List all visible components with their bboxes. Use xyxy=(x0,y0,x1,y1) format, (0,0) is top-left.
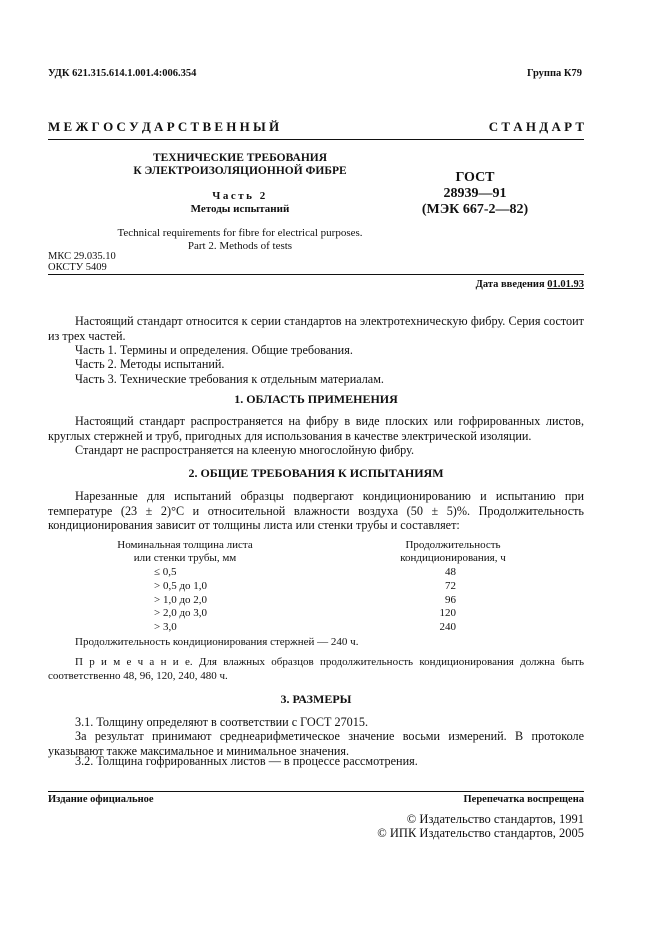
part-number: Часть 2 xyxy=(212,190,268,202)
table-row: 72 xyxy=(445,579,456,592)
banner-standard: С Т А Н Д А Р Т xyxy=(488,119,584,134)
copyright-1991: © Издательство стандартов, 1991 xyxy=(406,812,584,826)
table-header-thickness-line-2: или стенки трубы, мм xyxy=(133,552,237,564)
intro-part2: Часть 2. Методы испытаний. xyxy=(75,357,225,371)
gost-number: 28939—91 xyxy=(443,186,507,201)
intro-part1: Часть 1. Термины и определения. Общие требования. xyxy=(75,343,353,357)
section-1-heading: 1. ОБЛАСТЬ ПРИМЕНЕНИЯ xyxy=(234,392,398,406)
official-edition: Издание официальное xyxy=(48,794,154,805)
section-2-heading: 2. ОБЩИЕ ТРЕБОВАНИЯ К ИСПЫТАНИЯМ xyxy=(188,466,444,480)
intro-part3: Часть 3. Технические требования к отдельным материалам. xyxy=(75,372,384,386)
table-header-duration xyxy=(378,539,528,565)
classification-codes xyxy=(48,251,116,273)
title-line-1: ТЕХНИЧЕСКИЕ ТРЕБОВАНИЯ xyxy=(152,152,328,164)
table-header-thickness-line-1: Номинальная толщина листа xyxy=(117,539,253,551)
gost-designation xyxy=(410,170,540,218)
table-header-thickness xyxy=(110,539,260,565)
part-block xyxy=(95,190,385,216)
note-text: Для влажных образцов продолжительность кондиционирования должна быть соответственно 48, 96, 120, 240, 480 ч. xyxy=(48,656,584,682)
table-row: > 2,0 до 3,0 xyxy=(154,607,208,620)
section-1-paragraph-2: Стандарт не распространяется на клееную многослойную фибру. xyxy=(75,443,414,457)
table-header-duration-line-2: кондиционирования, ч xyxy=(400,552,506,564)
section-3-paragraph-2: За результат принимают среднеарифметическое значение восьми измерений. В протоколе указывают также максимальное и минимальное значения. xyxy=(48,729,584,758)
section-3-paragraph-3: 3.2. Толщина гофрированных листов — в процессе рассмотрения. xyxy=(75,754,418,768)
rods-duration: Продолжительность кондиционирования стержней — 240 ч. xyxy=(75,636,359,648)
table-row: > 1,0 до 2,0 xyxy=(154,593,208,606)
intro-paragraph: Настоящий стандарт относится к серии стандартов на электротехническую фибру. Серия состоит из трех частей. xyxy=(48,314,584,343)
section-3-paragraph-1: 3.1. Толщину определяют в соответствии с ГОСТ 27015. xyxy=(75,715,369,729)
banner-interstate: М Е Ж Г О С У Д А Р С Т В Е Н Н Ы Й xyxy=(48,119,280,134)
reprint-prohibited: Перепечатка воспрещена xyxy=(463,794,584,805)
mks-code: МКС 29.035.10 xyxy=(48,251,116,262)
table-row: > 3,0 xyxy=(154,621,177,634)
table-hours-column xyxy=(428,566,456,635)
note-label: П р и м е ч а н и е. xyxy=(75,656,193,668)
table-row: 240 xyxy=(439,621,456,634)
okstu-code: ОКСТУ 5409 xyxy=(48,262,107,273)
english-title-line-2: Part 2. Methods of tests xyxy=(187,240,293,252)
part-name: Методы испытаний xyxy=(190,203,290,215)
table-header-duration-line-1: Продолжительность xyxy=(405,539,501,551)
note xyxy=(48,656,584,683)
udk-code: УДК 621.315.614.1.001.4:006.354 xyxy=(48,68,197,79)
iec-number: (МЭК 667-2—82) xyxy=(421,202,529,217)
title-rule xyxy=(48,274,584,275)
section-2-paragraph-1: Нарезанные для испытаний образцы подвергают кондиционированию и испытанию при температуре (23 ± 2)°С и относительной влажности воздуха (50 ± 5)%. Продолжительность кондиционирования зависит от толщины листа или стенки трубы и составляет: xyxy=(48,489,584,533)
section-1-paragraph-1: Настоящий стандарт распространяется на фибру в виде плоских или гофрированных листов, круглых стержней и труб, пригодных для использования в качестве электрической изоляции. xyxy=(48,414,584,443)
english-title xyxy=(95,227,385,253)
footer-rule xyxy=(48,791,584,792)
table-row: 120 xyxy=(439,607,456,620)
group-code: Группа К79 xyxy=(526,68,582,79)
section-3-heading: 3. РАЗМЕРЫ xyxy=(280,692,352,706)
intro-date-value: 01.01.93 xyxy=(547,279,584,290)
english-title-line-1: Technical requirements for fibre for electrical purposes. xyxy=(117,227,363,239)
standard-banner xyxy=(48,119,584,135)
gost-label: ГОСТ xyxy=(455,170,495,185)
table-row: 48 xyxy=(445,566,456,578)
table-thickness-column xyxy=(154,566,207,635)
table-row: ≤ 0,5 xyxy=(154,566,177,578)
title-line-2: К ЭЛЕКТРОИЗОЛЯЦИОННОЙ ФИБРЕ xyxy=(133,165,347,177)
copyright-2005: © ИПК Издательство стандартов, 2005 xyxy=(377,826,584,840)
table-row: > 0,5 до 1,0 xyxy=(154,579,208,592)
introduction-date xyxy=(476,279,584,290)
header-rule xyxy=(48,139,584,140)
table-row: 96 xyxy=(445,593,456,606)
intro-date-label: Дата введения xyxy=(475,279,545,290)
document-title xyxy=(95,152,385,178)
